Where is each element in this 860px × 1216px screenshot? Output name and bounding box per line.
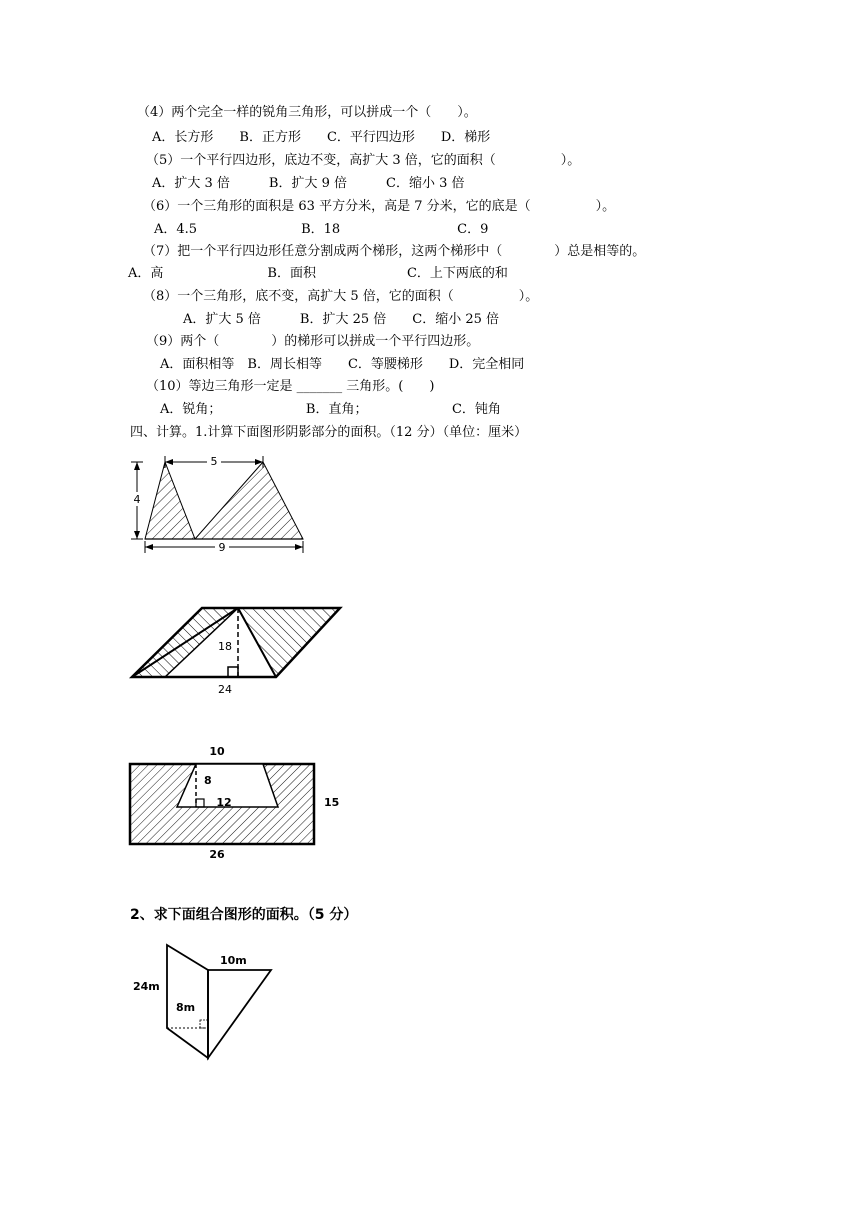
question-4-stem: （4）两个完全一样的锐角三角形，可以拼成一个（ ）。: [137, 105, 477, 120]
fig1-height-label: 4: [133, 493, 141, 506]
fig3-inner-base-label: 12: [216, 796, 232, 809]
question-10-options: A．锐角； B．直角； C．钝角: [160, 402, 501, 417]
section-4-heading: 四、计算。1.计算下面图形阴影部分的面积。（12 分）（单位：厘米）: [130, 425, 528, 440]
figure-4-composite: [130, 940, 290, 1065]
figure-2-parallelogram: [125, 600, 355, 700]
fig1-bottom-label: 9: [218, 541, 226, 554]
question-7-options: A．高 B．面积 C．上下两底的和: [128, 266, 508, 281]
question-4-options: A．长方形 B．正方形 C．平行四边形 D．梯形: [152, 130, 491, 145]
fig4-top-label: 10m: [220, 954, 247, 967]
fig4-left-label: 24m: [133, 980, 160, 993]
fig2-base-label: 24: [218, 683, 232, 696]
fig4-height-label: 8m: [176, 1001, 196, 1014]
question-8-stem: （8）一个三角形，底不变，高扩大 5 倍，它的面积（ ）。: [143, 289, 539, 304]
question-5-stem: （5）一个平行四边形，底边不变，高扩大 3 倍，它的面积（ ）。: [146, 153, 581, 168]
question-5-options: A．扩大 3 倍 B．扩大 9 倍 C．缩小 3 倍: [152, 176, 465, 191]
section-2-heading: 2、求下面组合图形的面积。（5 分）: [130, 907, 358, 923]
fig2-height-label: 18: [218, 640, 232, 653]
fig3-side-label: 15: [324, 796, 340, 809]
figure-3-rectangle-trapezoid: [120, 742, 360, 862]
question-10-stem: （10）等边三角形一定是 _______ 三角形。( ): [146, 379, 435, 394]
fig3-bottom-label: 26: [209, 848, 225, 861]
fig3-height-label: 8: [204, 774, 212, 787]
figure-1-shaded-triangles: [125, 447, 325, 562]
question-6-stem: （6）一个三角形的面积是 63 平方分米，高是 7 分米，它的底是（ ）。: [143, 199, 616, 214]
question-8-options: A．扩大 5 倍 B．扩大 25 倍 C．缩小 25 倍: [183, 312, 500, 327]
fig3-top-label: 10: [209, 745, 225, 758]
fig1-top-label: 5: [210, 455, 218, 468]
question-9-stem: （9）两个（ ）的梯形可以拼成一个平行四边形。: [146, 334, 480, 349]
question-9-options: A．面积相等 B．周长相等 C．等腰梯形 D．完全相同: [160, 357, 525, 372]
question-6-options: A．4.5 B．18 C．9: [154, 222, 489, 237]
question-7-stem: （7）把一个平行四边形任意分割成两个梯形，这两个梯形中（ ）总是相等的。: [143, 244, 646, 259]
